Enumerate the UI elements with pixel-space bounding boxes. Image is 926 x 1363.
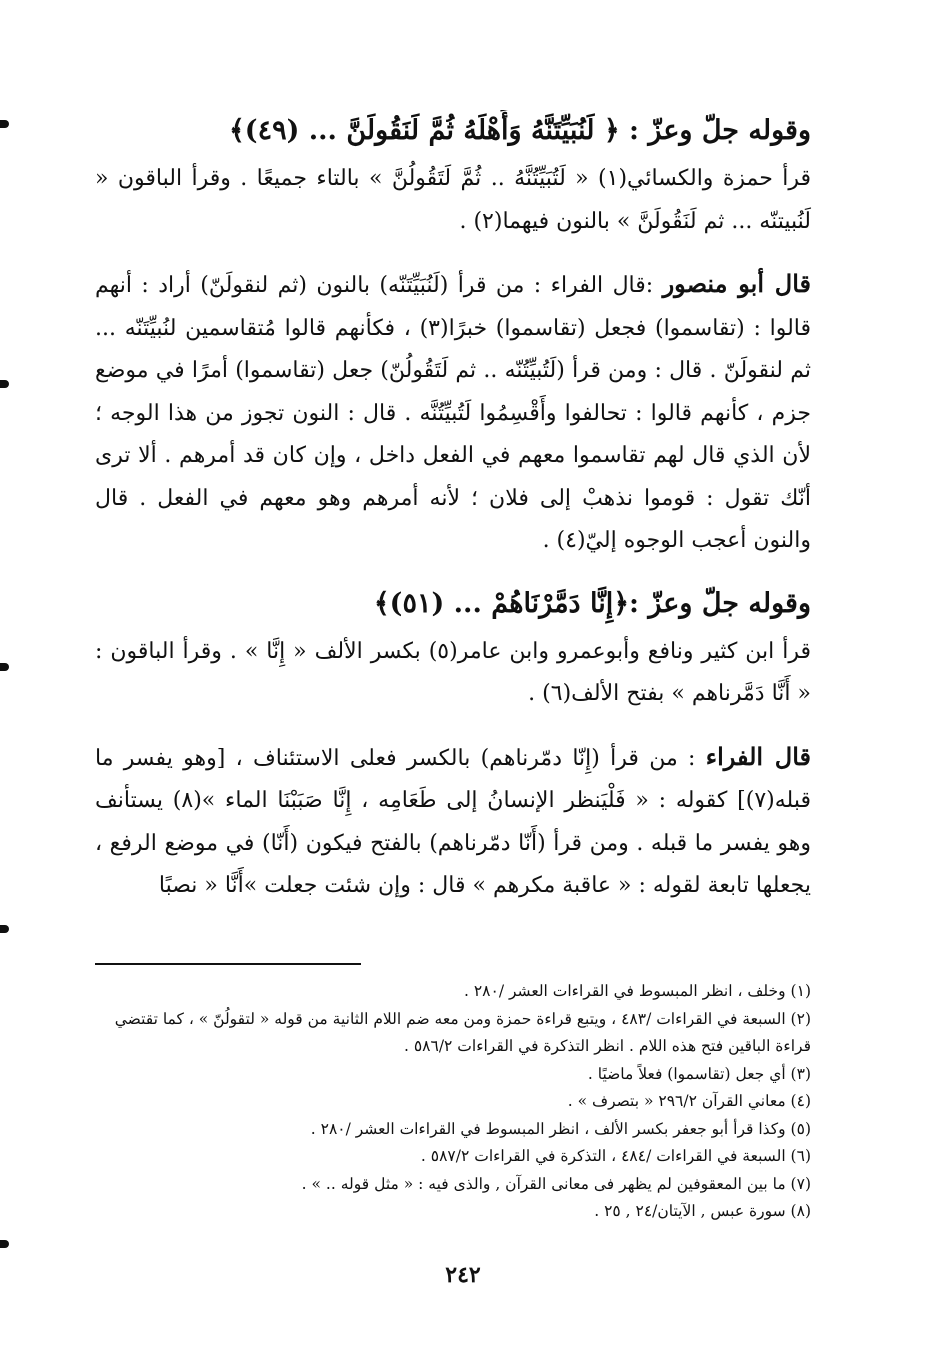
scan-edge-mark — [0, 925, 9, 933]
footnote-divider — [95, 963, 361, 965]
reading-paragraph-1 — [95, 158, 811, 243]
footnote-6: (٦) السبعة في القراءات /٤٨٤ ، التذكرة في القراءات ٥٨٧/٢ . — [420, 1147, 811, 1165]
paragraph-text: قرأ حمزة والكسائي(١) « لَتُبَيِّتُنَّهُ .. ثُمَّ لَتَقُولُنَّ » بالتاء جميعًا . وقرأ الباقون « لَنُبيتنّه ... ثم لَنَقُولَنَّ » بالنون فيهما(٢) . — [95, 166, 811, 234]
footnotes — [95, 978, 811, 1226]
scan-edge-mark — [0, 663, 9, 671]
footnote-5: (٥) وكذا قرأ أبو جعفر بكسر الألف ، انظر المبسوط في القراءات العشر /٢٨٠ . — [310, 1119, 811, 1138]
verse-heading-51: وقوله جلّ وعزّ :﴿إِنَّا دَمَّرْنَاهُمْ ... (٥١)﴾ — [373, 587, 811, 619]
footnote-1: (١) وخلف ، انظر المبسوط في القراءات العشر /٢٨٠ . — [463, 982, 811, 1000]
reading-paragraph-2 — [95, 631, 811, 716]
footnote-3: (٣) أي جعل (تقاسموا) فعلاً ماضيًا . — [587, 1064, 811, 1083]
scan-edge-mark — [0, 380, 9, 388]
scan-edge-mark — [0, 120, 9, 128]
page-number: ٢٤٢ — [445, 1262, 481, 1288]
scan-edge-mark — [0, 1240, 9, 1248]
paragraph-text: :قال الفراء : من قرأ (لَنُبَيِّتَنّه) بالنون (ثم لنقولَنّ) أراد : أنهم قالوا : (تقاسموا) فجعل (تقاسموا) خبرًا(٣) ، فكأنهم قالوا مُتقاسمين لنُبيِّتَنّه ... ثم لنقولَنّ . قال : ومن قرأ (لَتُبيِّتُنّه .. ثم لَتَقُولُنّ) جعل (تقاسموا) أمرًا في موضع جزم ، كأنهم قالوا : تحالفوا وأَقْسِمُوا لَتُبيِّتُنَّه . قال : النون تجوز من هذا الوجه ؛ لأن الذي قال لهم تقاسموا معهم في الفعل داخل ، وإن كان قد أمرهم . ألا ترى أنّك تقول : قوموا نذهبْ إلى فلان ؛ لأنه أمرهم وهو معهم في الفعل . قال والنون أعجب الوجوه إليّ(٤) . — [95, 273, 811, 553]
paragraph-text: قرأ ابن كثير ونافع وأبوعمرو وابن عامر(٥) بكسر الألف « إِنَّا » . وقرأ الباقون : « أَنَّا دَمَّرناهم » بفتح الألف(٦) . — [95, 638, 811, 706]
commentary-paragraph-1 — [95, 263, 811, 563]
paragraph-text: : من قرأ (إِنّا دمّرناهم) بالكسر فعلى الاستئناف ، [وهو يفسر ما قبله(٧)] كقوله : « فَلْيَنظر الإنسانُ إلى طَعَامِه ، إِنَّا صَبَبْنَا الماء »(٨) يستأنف وهو يفسر ما قبله . ومن قرأ (أَنّا دمّرناهم) بالفتح فيكون (أَنّا) في موضع الرفع ، يجعلها تابعة لقوله : « عاقبة مكرهم » قال : وإن شئت جعلت »أَنَّا « نصبًا — [95, 745, 811, 898]
speaker-label: قال الفراء — [705, 741, 811, 771]
footnote-7: (٧) ما بين المعقوفين لم يظهر فى معانى القرآن , والذى فيه : « مثل قوله .. » . — [301, 1174, 811, 1193]
speaker-label: قال أبو منصور — [662, 269, 811, 298]
commentary-paragraph-2 — [95, 736, 811, 908]
footnote-2: (٢) السبعة في القراءات /٤٨٣ ، ويتبع قراءة حمزة ومن معه ضم اللام الثانية من قوله « لتقولُنّ » ، كما تقتضي قراءة الباقين فتح هذه اللام . انظر التذكرة في القراءات ٥٨٦/٢ . — [114, 1009, 811, 1055]
verse-heading-49: وقوله جلّ وعزّ : ﴿ لَنُبَيِّتَنَّهُ وَأَهْلَهُ ثُمَّ لَنَقُولَنَّ ... (٤٩)﴾ — [228, 115, 811, 146]
footnote-4: (٤) معاني القرآن ٢٩٦/٢ « بتصرف » . — [567, 1092, 811, 1110]
footnote-8: (٨) سورة عبس , الآيتان/٢٤ , ٢٥ . — [594, 1202, 811, 1220]
